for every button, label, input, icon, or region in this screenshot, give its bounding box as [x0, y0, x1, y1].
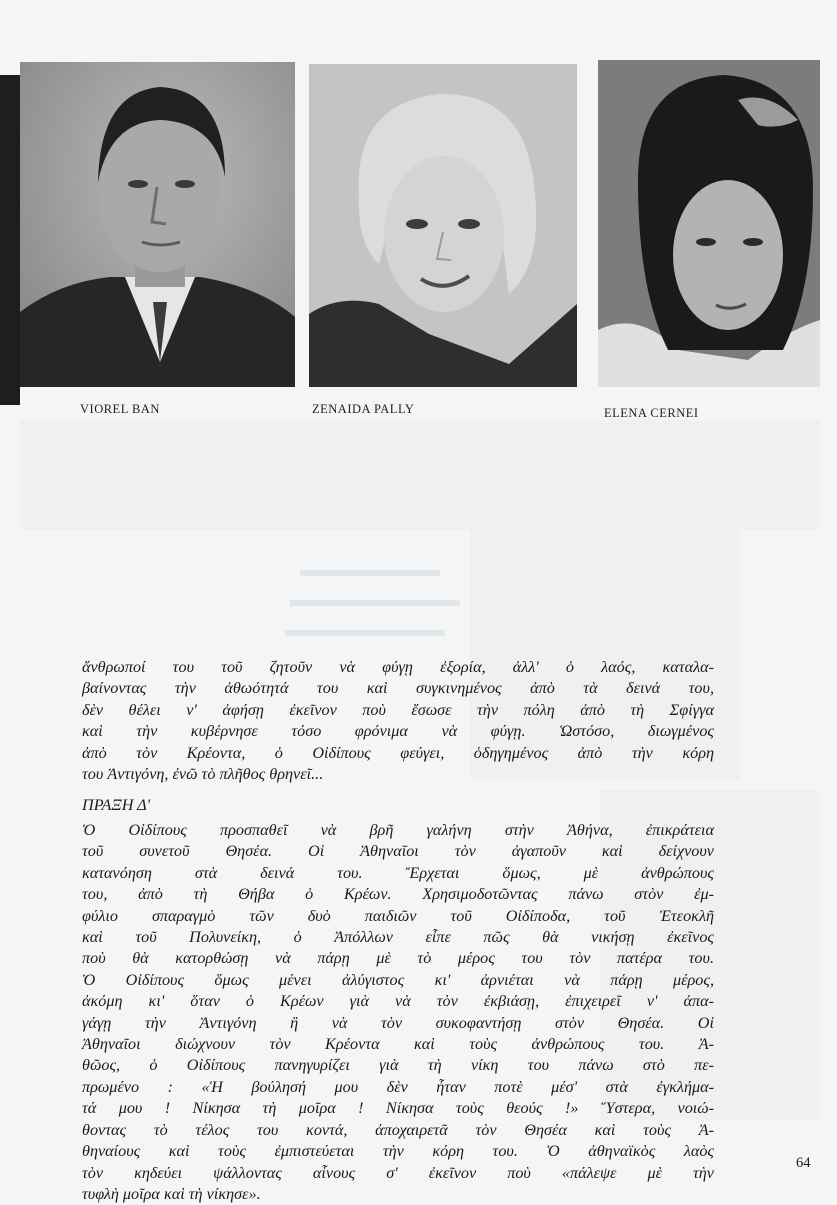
- text-line: καὶ τὴν κυβέρνησε τόσο φρόνιμα νὰ φύγῃ. Ὡστόσο, διωγμένος: [82, 722, 714, 741]
- text-line: τά μου ! Νίκησα τὴ μοῖρα ! Νίκησα τοὺς θεούς !» Ὕστερα, νοιώ-: [82, 1099, 714, 1118]
- text-line: ἄνθρωποί του τοῦ ζητοῦν νὰ φύγῃ ἐξορία, ἀλλ' ὁ λαός, καταλα-: [82, 658, 714, 676]
- page-edge-shadow: [0, 75, 20, 405]
- text-line: θηναίους καὶ τοὺς ἐμπιστεύεται τὴν κόρη του. Ὁ ἀθηναϊκὸς λαὸς: [82, 1142, 714, 1161]
- synopsis-paragraph: [82, 657, 714, 785]
- portrait-photo-elena-cernei: [598, 60, 820, 387]
- photo-caption: VIOREL BAN: [80, 402, 160, 416]
- bleed-through-line: [290, 600, 460, 606]
- text-line: δὲν θέλει ν' ἀφήσῃ ἐκεῖνον ποὺ ἔσωσε τὴν πόλη ἀπὸ τὴ Σφίγγα: [82, 700, 714, 719]
- text-line: θοντας τὸ τέλος του κοντά, ἀποχαιρετᾶ τὸν Θησέα καὶ τοὺς Ἀ-: [82, 1120, 714, 1139]
- text-line: βαίνοντας τὴν ἀθωότητά του καὶ συγκινημένος ἀπὸ τὰ δεινά του,: [82, 679, 714, 698]
- text-line: ποὺ θὰ κατορθώσῃ νὰ πάρῃ μὲ τὸ μέρος του τὸν πατέρα του.: [82, 949, 714, 968]
- bleed-through-line: [300, 570, 440, 576]
- text-line: του, ἀπὸ τὴ Θήβα ὁ Κρέων. Χρησιμοδοτῶντας πάνω στὸν ἐμ-: [82, 885, 714, 904]
- text-line: φύλιο σπαραγμὸ τῶν δυὸ παιδιῶν τοῦ Οἰδίποδα, τοῦ Ἐτεοκλῆ: [82, 906, 714, 925]
- text-line: τυφλὴ μοῖρα καὶ τὴ νίκησε».: [82, 1184, 261, 1203]
- bleed-through-line: [285, 630, 445, 636]
- text-line: κατανόηση στὰ δεινά του. Ἔρχεται ὅμως, μὲ ἀνθρώπους: [82, 863, 714, 882]
- portrait-photo-zenaida-pally: [309, 64, 577, 387]
- page-number: 64: [796, 1155, 811, 1171]
- text-line: Ὁ Οἰδίπους ὅμως μένει ἀλύγιστος κι' ἀρνιέται νὰ πάρῃ μέρος,: [82, 970, 714, 989]
- text-line: γάγῃ τὴν Ἀντιγόνη ἢ νὰ τὸν συκοφαντήσῃ στὸν Θησέα. Οἱ: [82, 1013, 714, 1032]
- text-line: ἀκόμη κι' ὅταν ὁ Κρέων γιὰ νὰ τὸν ἐκβιάσῃ, ἐπιχειρεῖ ν' ἀπα-: [82, 992, 714, 1011]
- section-heading: ΠΡΑΞΗ Δ': [82, 796, 151, 814]
- text-line: πρωμένο : «Ἡ βούλησή μου δὲν ἦταν ποτὲ μέσ' στὰ ἐγκλήμα-: [82, 1077, 714, 1096]
- photo-caption: ZENAIDA PALLY: [312, 402, 415, 416]
- text-line: ἀπὸ τὸν Κρέοντα, ὁ Οἰδίπους φεύγει, ὁδηγημένος ἀπὸ τὴν κόρη: [82, 743, 714, 762]
- text-line: θῶος, ὁ Οἰδίπους πανηγυρίζει γιὰ τὴ νίκη του πάνω στὸ πε-: [82, 1056, 714, 1075]
- text-line: Ἀθηναῖοι διώχνουν τὸν Κρέοντα καὶ τοὺς ἀνθρώπους του. Ἀ-: [82, 1035, 714, 1054]
- text-line: καὶ τοῦ Πολυνείκη, ὁ Ἀπόλλων εἶπε πῶς θὰ νικήσῃ ἐκεῖνος: [82, 928, 714, 947]
- photo-caption: ELENA CERNEI: [604, 406, 699, 420]
- portrait-photo-viorel-ban: [20, 62, 295, 387]
- text-line: τοῦ συνετοῦ Θησέα. Οἱ Ἀθηναῖοι τὸν ἀγαποῦν καὶ δείχνουν: [82, 842, 714, 861]
- text-line: τὸν κηδεύει ψάλλοντας αἶνους σ' ἐκεῖνον ποὺ «πάλεψε μὲ τὴν: [82, 1163, 714, 1182]
- text-line: του Ἀντιγόνη, ἐνῶ τὸ πλῆθος θρηνεῖ...: [82, 765, 324, 784]
- bleed-through-shading: [20, 420, 820, 530]
- text-line: Ὁ Οἰδίπους προσπαθεῖ νὰ βρῆ γαλήνη στὴν Ἀθήνα, ἐπικράτεια: [82, 821, 714, 839]
- synopsis-paragraph: [82, 820, 714, 1205]
